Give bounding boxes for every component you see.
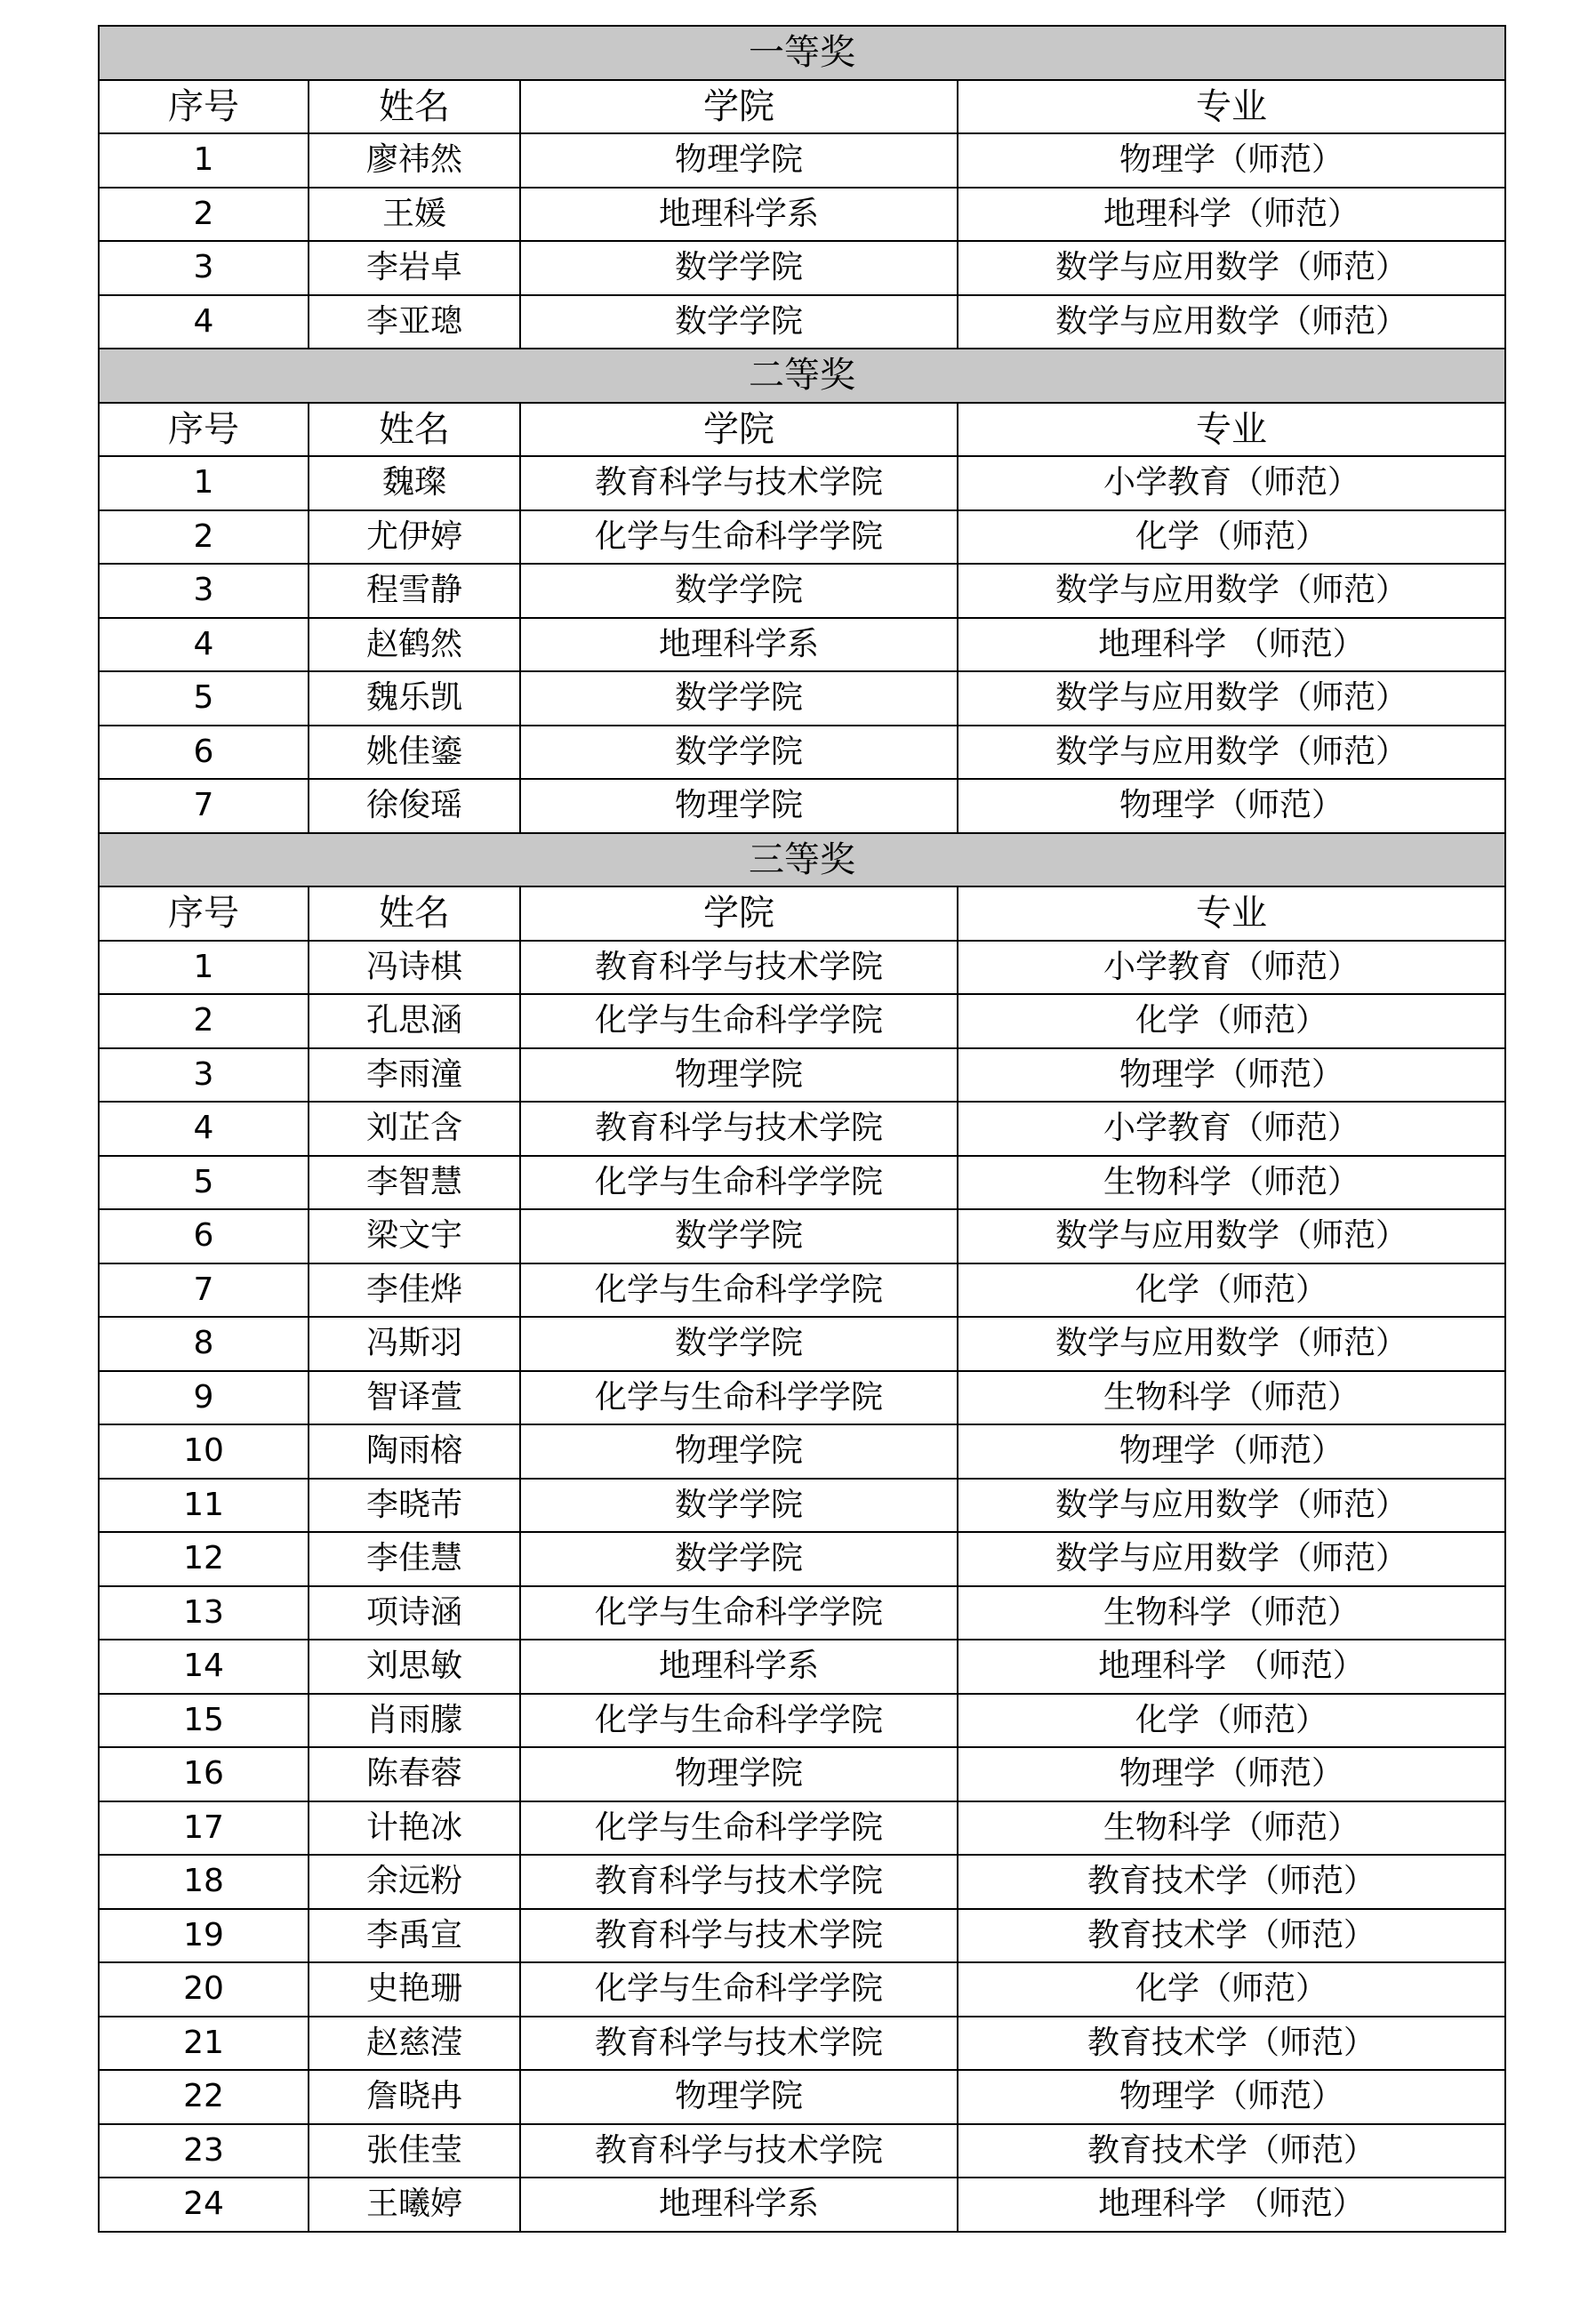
cell-major: 小学教育（师范） — [958, 1102, 1505, 1156]
cell-no: 3 — [99, 564, 309, 618]
cell-no: 4 — [99, 1102, 309, 1156]
table-row — [99, 941, 1505, 995]
section-title: 一等奖 — [99, 26, 1505, 80]
cell-college: 化学与生命科学学院 — [520, 1962, 958, 2017]
cell-no: 24 — [99, 2178, 309, 2232]
cell-college: 化学与生命科学学院 — [520, 994, 958, 1048]
cell-major: 生物科学（师范） — [958, 1801, 1505, 1856]
cell-name: 廖祎然 — [309, 133, 520, 188]
table-row — [99, 1747, 1505, 1801]
cell-major: 教育技术学（师范） — [958, 2017, 1505, 2071]
column-header-major: 专业 — [958, 886, 1505, 941]
cell-major: 化学（师范） — [958, 1263, 1505, 1318]
cell-college: 地理科学系 — [520, 2178, 958, 2232]
table-row — [99, 1048, 1505, 1103]
cell-name: 赵鹤然 — [309, 618, 520, 672]
table-row — [99, 1317, 1505, 1371]
cell-college: 教育科学与技术学院 — [520, 2124, 958, 2178]
cell-college: 地理科学系 — [520, 618, 958, 672]
cell-name: 计艳冰 — [309, 1801, 520, 1856]
cell-major: 小学教育（师范） — [958, 941, 1505, 995]
cell-no: 12 — [99, 1532, 309, 1586]
cell-name: 李岩卓 — [309, 241, 520, 295]
cell-name: 冯诗棋 — [309, 941, 520, 995]
section-title: 三等奖 — [99, 833, 1505, 887]
table-row — [99, 188, 1505, 242]
cell-name: 余远粉 — [309, 1855, 520, 1909]
cell-college: 物理学院 — [520, 1424, 958, 1479]
cell-name: 梁文宇 — [309, 1209, 520, 1263]
cell-college: 教育科学与技术学院 — [520, 1102, 958, 1156]
cell-no: 17 — [99, 1801, 309, 1856]
cell-college: 物理学院 — [520, 133, 958, 188]
cell-no: 2 — [99, 188, 309, 242]
table-row — [99, 1479, 1505, 1533]
cell-college: 物理学院 — [520, 1048, 958, 1103]
table-row — [99, 1801, 1505, 1856]
cell-name: 徐俊瑶 — [309, 779, 520, 833]
cell-major: 数学与应用数学（师范） — [958, 1209, 1505, 1263]
column-header-major: 专业 — [958, 80, 1505, 134]
cell-college: 数学学院 — [520, 295, 958, 349]
cell-major: 地理科学（师范） — [958, 188, 1505, 242]
cell-college: 教育科学与技术学院 — [520, 1909, 958, 1963]
cell-name: 孔思涵 — [309, 994, 520, 1048]
table-row — [99, 295, 1505, 349]
cell-name: 李雨潼 — [309, 1048, 520, 1103]
cell-college: 化学与生命科学学院 — [520, 1371, 958, 1425]
table-row — [99, 618, 1505, 672]
cell-major: 生物科学（师范） — [958, 1156, 1505, 1210]
cell-no: 15 — [99, 1694, 309, 1748]
table-row — [99, 1371, 1505, 1425]
table-row — [99, 1640, 1505, 1694]
cell-no: 16 — [99, 1747, 309, 1801]
cell-major: 地理科学 （师范） — [958, 618, 1505, 672]
cell-major: 数学与应用数学（师范） — [958, 1317, 1505, 1371]
cell-no: 5 — [99, 671, 309, 726]
cell-college: 地理科学系 — [520, 188, 958, 242]
table-row — [99, 779, 1505, 833]
table-row — [99, 2070, 1505, 2124]
cell-major: 物理学（师范） — [958, 1424, 1505, 1479]
table-row — [99, 1962, 1505, 2017]
award-table — [98, 25, 1506, 2233]
cell-no: 19 — [99, 1909, 309, 1963]
table-row — [99, 2124, 1505, 2178]
cell-name: 王媛 — [309, 188, 520, 242]
cell-college: 数学学院 — [520, 1479, 958, 1533]
table-row — [99, 564, 1505, 618]
column-header-row — [99, 886, 1505, 941]
cell-name: 肖雨朦 — [309, 1694, 520, 1748]
table-row — [99, 1586, 1505, 1640]
cell-name: 智译萱 — [309, 1371, 520, 1425]
cell-no: 1 — [99, 456, 309, 510]
cell-major: 化学（师范） — [958, 510, 1505, 565]
cell-no: 6 — [99, 726, 309, 780]
cell-name: 李佳慧 — [309, 1532, 520, 1586]
column-header-row — [99, 403, 1505, 457]
cell-name: 李晓芾 — [309, 1479, 520, 1533]
cell-name: 陈春蓉 — [309, 1747, 520, 1801]
cell-major: 生物科学（师范） — [958, 1586, 1505, 1640]
cell-major: 物理学（师范） — [958, 1048, 1505, 1103]
cell-major: 物理学（师范） — [958, 2070, 1505, 2124]
cell-major: 生物科学（师范） — [958, 1371, 1505, 1425]
cell-no: 18 — [99, 1855, 309, 1909]
section-title: 二等奖 — [99, 349, 1505, 403]
column-header-name: 姓名 — [309, 886, 520, 941]
cell-college: 教育科学与技术学院 — [520, 2017, 958, 2071]
cell-name: 项诗涵 — [309, 1586, 520, 1640]
cell-college: 物理学院 — [520, 779, 958, 833]
column-header-name: 姓名 — [309, 403, 520, 457]
cell-major: 物理学（师范） — [958, 1747, 1505, 1801]
cell-name: 魏乐凯 — [309, 671, 520, 726]
cell-college: 化学与生命科学学院 — [520, 510, 958, 565]
cell-college: 教育科学与技术学院 — [520, 941, 958, 995]
cell-no: 9 — [99, 1371, 309, 1425]
cell-no: 13 — [99, 1586, 309, 1640]
cell-college: 化学与生命科学学院 — [520, 1694, 958, 1748]
column-header-no: 序号 — [99, 80, 309, 134]
table-row — [99, 1209, 1505, 1263]
cell-name: 陶雨榕 — [309, 1424, 520, 1479]
cell-no: 6 — [99, 1209, 309, 1263]
cell-no: 14 — [99, 1640, 309, 1694]
cell-name: 李禹宣 — [309, 1909, 520, 1963]
cell-no: 8 — [99, 1317, 309, 1371]
cell-major: 数学与应用数学（师范） — [958, 564, 1505, 618]
cell-major: 地理科学 （师范） — [958, 1640, 1505, 1694]
cell-no: 5 — [99, 1156, 309, 1210]
cell-no: 2 — [99, 510, 309, 565]
cell-major: 地理科学 （师范） — [958, 2178, 1505, 2232]
cell-no: 4 — [99, 295, 309, 349]
column-header-row — [99, 80, 1505, 134]
cell-major: 化学（师范） — [958, 1694, 1505, 1748]
cell-no: 4 — [99, 618, 309, 672]
cell-name: 王曦婷 — [309, 2178, 520, 2232]
table-row — [99, 133, 1505, 188]
cell-major: 数学与应用数学（师范） — [958, 1479, 1505, 1533]
cell-name: 姚佳鎏 — [309, 726, 520, 780]
section-header-row — [99, 26, 1505, 80]
cell-major: 数学与应用数学（师范） — [958, 671, 1505, 726]
cell-no: 21 — [99, 2017, 309, 2071]
table-row — [99, 1909, 1505, 1963]
cell-no: 7 — [99, 779, 309, 833]
cell-no: 7 — [99, 1263, 309, 1318]
table-row — [99, 1156, 1505, 1210]
cell-name: 冯斯羽 — [309, 1317, 520, 1371]
cell-college: 物理学院 — [520, 1747, 958, 1801]
cell-no: 22 — [99, 2070, 309, 2124]
table-row — [99, 241, 1505, 295]
cell-name: 詹晓冉 — [309, 2070, 520, 2124]
cell-name: 李佳烨 — [309, 1263, 520, 1318]
cell-major: 教育技术学（师范） — [958, 2124, 1505, 2178]
cell-college: 数学学院 — [520, 241, 958, 295]
cell-name: 史艳珊 — [309, 1962, 520, 2017]
column-header-college: 学院 — [520, 80, 958, 134]
cell-college: 物理学院 — [520, 2070, 958, 2124]
table-row — [99, 994, 1505, 1048]
cell-name: 李智慧 — [309, 1156, 520, 1210]
cell-college: 数学学院 — [520, 726, 958, 780]
cell-name: 李亚璁 — [309, 295, 520, 349]
table-row — [99, 1855, 1505, 1909]
cell-major: 小学教育（师范） — [958, 456, 1505, 510]
cell-college: 化学与生命科学学院 — [520, 1156, 958, 1210]
column-header-college: 学院 — [520, 886, 958, 941]
table-row — [99, 1424, 1505, 1479]
cell-college: 数学学院 — [520, 564, 958, 618]
table-row — [99, 1263, 1505, 1318]
table-row — [99, 1102, 1505, 1156]
table-row — [99, 2178, 1505, 2232]
cell-name: 魏璨 — [309, 456, 520, 510]
cell-college: 数学学院 — [520, 1532, 958, 1586]
table-row — [99, 1532, 1505, 1586]
cell-college: 教育科学与技术学院 — [520, 456, 958, 510]
award-table-body — [99, 26, 1505, 2232]
cell-major: 数学与应用数学（师范） — [958, 1532, 1505, 1586]
cell-major: 物理学（师范） — [958, 779, 1505, 833]
cell-no: 11 — [99, 1479, 309, 1533]
table-row — [99, 2017, 1505, 2071]
section-header-row — [99, 833, 1505, 887]
cell-college: 化学与生命科学学院 — [520, 1801, 958, 1856]
cell-college: 地理科学系 — [520, 1640, 958, 1694]
section-header-row — [99, 349, 1505, 403]
cell-no: 2 — [99, 994, 309, 1048]
cell-major: 教育技术学（师范） — [958, 1855, 1505, 1909]
cell-college: 数学学院 — [520, 1209, 958, 1263]
column-header-college: 学院 — [520, 403, 958, 457]
cell-name: 刘芷含 — [309, 1102, 520, 1156]
cell-name: 张佳莹 — [309, 2124, 520, 2178]
cell-no: 3 — [99, 1048, 309, 1103]
table-row — [99, 456, 1505, 510]
cell-major: 数学与应用数学（师范） — [958, 241, 1505, 295]
table-row — [99, 510, 1505, 565]
cell-no: 10 — [99, 1424, 309, 1479]
table-row — [99, 671, 1505, 726]
table-row — [99, 726, 1505, 780]
table-row — [99, 1694, 1505, 1748]
cell-name: 赵慈滢 — [309, 2017, 520, 2071]
cell-major: 物理学（师范） — [958, 133, 1505, 188]
cell-name: 尤伊婷 — [309, 510, 520, 565]
cell-major: 数学与应用数学（师范） — [958, 726, 1505, 780]
column-header-name: 姓名 — [309, 80, 520, 134]
cell-major: 化学（师范） — [958, 1962, 1505, 2017]
cell-name: 程雪静 — [309, 564, 520, 618]
cell-major: 化学（师范） — [958, 994, 1505, 1048]
cell-no: 20 — [99, 1962, 309, 2017]
cell-no: 1 — [99, 133, 309, 188]
cell-college: 化学与生命科学学院 — [520, 1263, 958, 1318]
cell-major: 数学与应用数学（师范） — [958, 295, 1505, 349]
cell-college: 数学学院 — [520, 1317, 958, 1371]
cell-no: 23 — [99, 2124, 309, 2178]
cell-name: 刘思敏 — [309, 1640, 520, 1694]
column-header-no: 序号 — [99, 403, 309, 457]
column-header-no: 序号 — [99, 886, 309, 941]
cell-college: 化学与生命科学学院 — [520, 1586, 958, 1640]
cell-major: 教育技术学（师范） — [958, 1909, 1505, 1963]
cell-no: 3 — [99, 241, 309, 295]
cell-college: 数学学院 — [520, 671, 958, 726]
cell-college: 教育科学与技术学院 — [520, 1855, 958, 1909]
column-header-major: 专业 — [958, 403, 1505, 457]
cell-no: 1 — [99, 941, 309, 995]
